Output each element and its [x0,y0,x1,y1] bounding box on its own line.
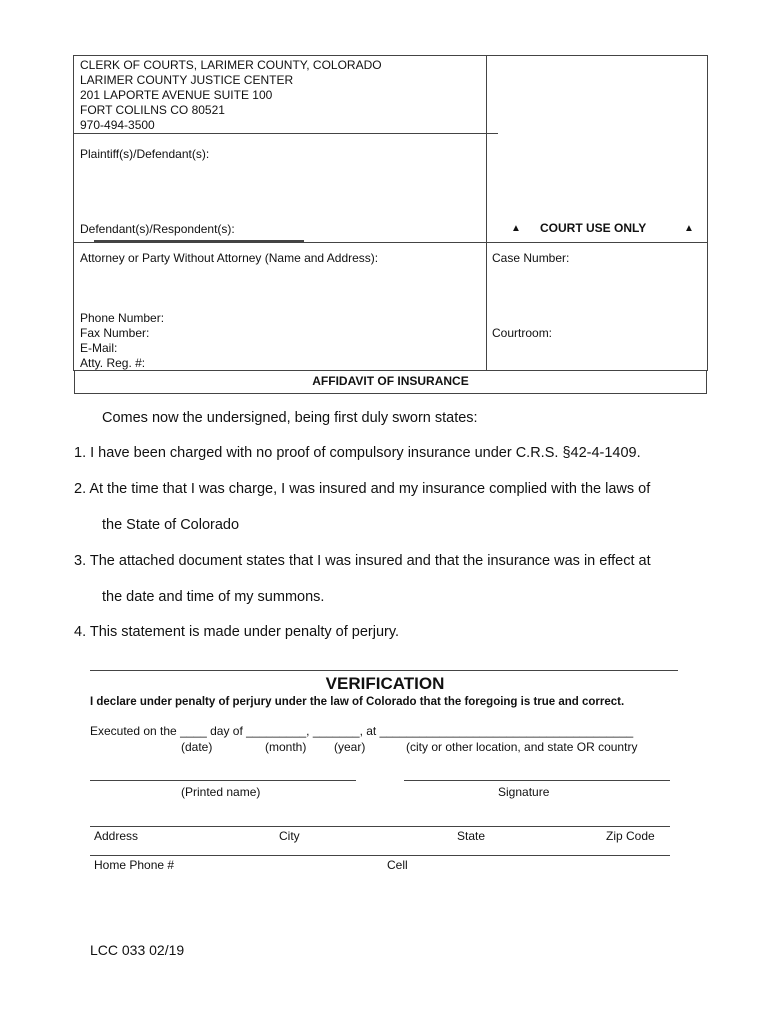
arrow-up-icon: ▲ [684,223,694,234]
plaintiff-label: Plaintiff(s)/Defendant(s): [80,147,210,161]
form-title: AFFIDAVIT OF INSURANCE [74,370,707,394]
court-name: CLERK OF COURTS, LARIMER COUNTY, COLORADO [80,58,382,72]
case-number-label: Case Number: [492,251,570,265]
address-line[interactable] [90,826,670,827]
atty-reg-label: Atty. Reg. #: [80,356,146,370]
address-label: Address [94,829,139,843]
arrow-up-icon: ▲ [511,223,521,234]
printed-name-line[interactable] [90,780,356,781]
phone-line[interactable] [90,855,670,856]
cell-label: Cell [387,858,408,872]
month-label: (month) [265,740,307,754]
court-use-only: COURT USE ONLY [540,221,647,235]
phone-number-label: Phone Number: [80,311,165,325]
printed-name-label: (Printed name) [181,785,261,799]
court-building: LARIMER COUNTY JUSTICE CENTER [80,73,294,87]
intro-statement: Comes now the undersigned, being first duly sworn states: [102,410,478,426]
zip-code-label: Zip Code [606,829,655,843]
form-code: LCC 033 02/19 [90,942,185,958]
attorney-label: Attorney or Party Without Attorney (Name and Address): [80,251,379,265]
statement-3-continued: the date and time of my summons. [102,589,325,605]
court-street: 201 LAPORTE AVENUE SUITE 100 [80,88,273,102]
email-label: E-Mail: [80,341,118,355]
court-use-divider [486,242,707,243]
parties-underline [74,242,498,243]
statement-2: 2. At the time that I was charge, I was insured and my insurance complied with the laws of [74,481,651,497]
year-label: (year) [334,740,366,754]
courtroom-label: Courtroom: [492,326,553,340]
executed-on-line[interactable]: Executed on the ____ day of _________, _______, at ______________________________________ [90,724,634,738]
statement-2-continued: the State of Colorado [102,517,240,533]
signature-label: Signature [498,785,550,799]
caption-divider [486,56,487,370]
city-label: City [279,829,300,843]
fax-number-label: Fax Number: [80,326,150,340]
verification-declaration: I declare under penalty of perjury under the law of Colorado that the foregoing is true and correct. [90,696,625,708]
home-phone-label: Home Phone # [94,858,175,872]
location-label: (city or other location, and state OR country [406,740,638,754]
date-label: (date) [181,740,213,754]
defendant-label: Defendant(s)/Respondent(s): [80,222,235,236]
state-label: State [457,829,486,843]
court-city: FORT COLILNS CO 80521 [80,103,225,117]
verification-top-line [90,670,678,671]
statement-4: 4. This statement is made under penalty of perjury. [74,624,400,640]
court-address-underline [74,133,498,134]
verification-title: VERIFICATION [325,674,445,693]
statement-3: 3. The attached document states that I was insured and that the insurance was in effect at [74,553,651,569]
court-phone: 970-494-3500 [80,118,155,132]
statement-1: 1. I have been charged with no proof of compulsory insurance under C.R.S. §42-4-1409. [74,445,641,461]
signature-line[interactable] [404,780,670,781]
